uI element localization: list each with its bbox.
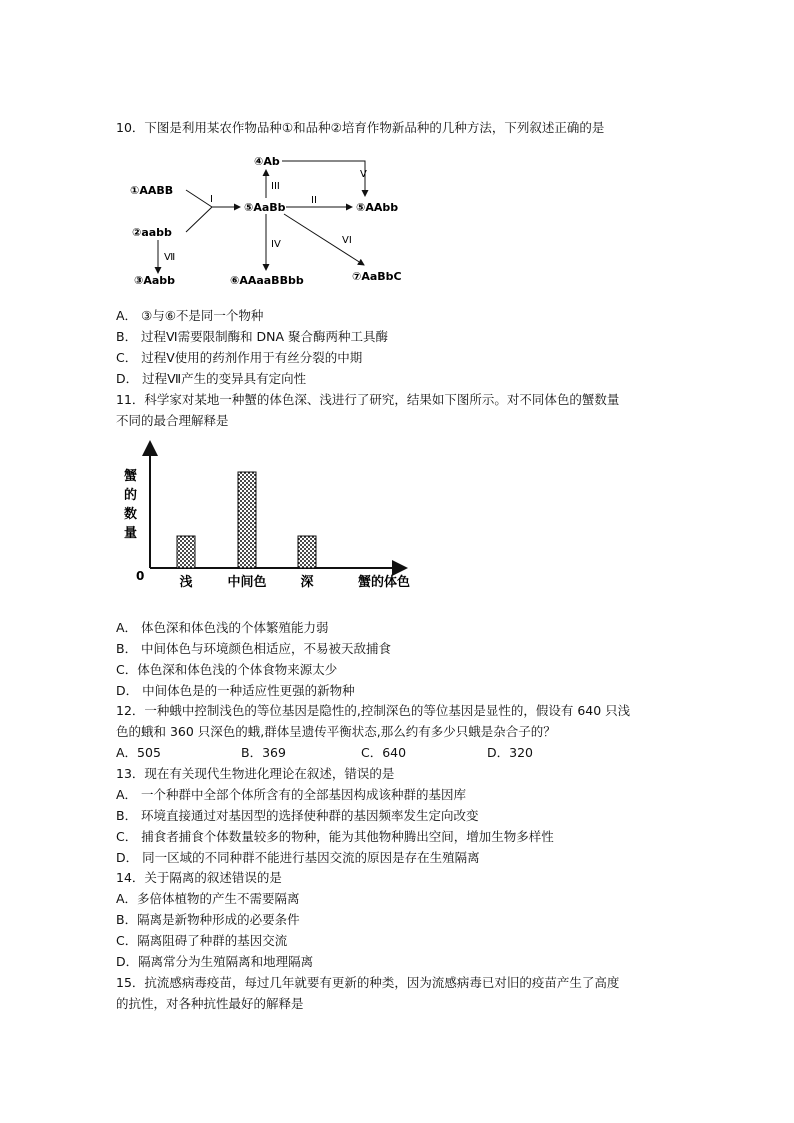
- edge-5-7: [284, 214, 364, 265]
- bar-1: [238, 472, 256, 568]
- crab-color-chart: [116, 436, 426, 596]
- q12-option-c: C．640: [361, 745, 407, 760]
- q14-option-a: A．多倍体植物的产生不需要隔离: [116, 891, 300, 906]
- q12-option-d: D．320: [487, 745, 533, 760]
- label-V: V: [360, 169, 367, 180]
- node-1: ①AABB: [130, 184, 174, 197]
- x-axis-label: 蟹的体色: [358, 575, 411, 590]
- breeding-diagram: [120, 150, 420, 290]
- x-tick-label-0: 浅: [179, 575, 193, 590]
- label-VI: VI: [342, 235, 352, 246]
- node-2: ②aabb: [132, 226, 172, 239]
- q11-option-a: A． 体色深和体色浅的个体繁殖能力弱: [116, 620, 329, 635]
- node-4: ④Ab: [254, 155, 280, 168]
- q13-stem: 13．现在有关现代生物进化理论在叙述，错误的是: [116, 766, 395, 781]
- node-5b: ⑤AAbb: [356, 201, 399, 214]
- q14-stem: 14．关于隔离的叙述错误的是: [116, 870, 282, 885]
- x-tick-label-1: 中间色: [227, 575, 267, 590]
- q10-stem: 10．下图是利用某农作物品种①和品种②培育作物新品种的几种方法，下列叙述正确的是: [116, 120, 605, 135]
- q12-option-a: A．505: [116, 745, 161, 760]
- edge-4-5b: [282, 161, 365, 196]
- label-VII: Ⅶ: [164, 252, 176, 263]
- q12-stem-2: 色的蛾和 360 只深色的蛾,群体呈遗传平衡状态,那么约有多少只蛾是杂合子的？: [116, 724, 556, 739]
- q11-stem-1: 11．科学家对某地一种蟹的体色深、浅进行了研究，结果如下图所示。对不同体色的蟹数量: [116, 392, 620, 407]
- node-7: ⑦AaBbC: [352, 270, 402, 283]
- q11-option-d: D． 中间体色是的一种适应性更强的新物种: [116, 683, 355, 698]
- q12-stem-1: 12．一种蛾中控制浅色的等位基因是隐性的,控制深色的等位基因是显性的，假设有 640 只浅: [116, 703, 631, 718]
- q10-option-c: C． 过程Ⅴ使用的药剂作用于有丝分裂的中期: [116, 350, 363, 365]
- q14-option-d: D．隔离常分为生殖隔离和地理隔离: [116, 954, 314, 969]
- q13-option-d: D． 同一区域的不同种群不能进行基因交流的原因是存在生殖隔离: [116, 850, 480, 865]
- q11-stem-2: 不同的最合理解释是: [116, 413, 229, 428]
- q11-option-c: C．体色深和体色浅的个体食物来源太少: [116, 662, 338, 677]
- label-III: III: [271, 181, 280, 192]
- y-axis-label: 蟹的数量: [124, 469, 138, 541]
- q12-option-b: B．369: [241, 745, 286, 760]
- q10-option-a: A． ③与⑥不是同一个物种: [116, 308, 264, 323]
- bar-0: [177, 536, 195, 568]
- edge-2-merge: [186, 207, 212, 232]
- q10-option-b: B． 过程Ⅵ需要限制酶和 DNA 聚合酶两种工具酶: [116, 329, 389, 344]
- q15-stem-2: 的抗性，对各种抗性最好的解释是: [116, 996, 304, 1011]
- node-3: ③Aabb: [134, 274, 175, 287]
- q15-stem-1: 15．抗流感病毒疫苗，每过几年就要有更新的种类，因为流感病毒已对旧的疫苗产生了高度: [116, 975, 620, 990]
- bar-2: [298, 536, 316, 568]
- q11-option-b: B． 中间体色与环境颜色相适应，不易被天敌捕食: [116, 641, 392, 656]
- q10-option-d: D． 过程Ⅶ产生的变异具有定向性: [116, 371, 307, 386]
- label-IV: IV: [271, 239, 281, 250]
- q13-option-a: A． 一个种群中全部个体所含有的全部基因构成该种群的基因库: [116, 787, 467, 802]
- q14-option-b: B．隔离是新物种形成的必要条件: [116, 912, 300, 927]
- label-II: II: [311, 195, 317, 206]
- node-6: ⑥AAaaBBbb: [230, 274, 304, 287]
- q13-option-c: C． 捕食者捕食个体数量较多的物种，能为其他物种腾出空间，增加生物多样性: [116, 829, 554, 844]
- q14-option-c: C．隔离阻碍了种群的基因交流: [116, 933, 288, 948]
- edge-1-merge: [186, 190, 212, 207]
- origin-label: 0: [136, 569, 145, 583]
- q13-option-b: B． 环境直接通过对基因型的选择使种群的基因频率发生定向改变: [116, 808, 479, 823]
- node-5: ⑤AaBb: [244, 201, 286, 214]
- label-I: I: [210, 194, 213, 205]
- x-tick-label-2: 深: [300, 575, 314, 590]
